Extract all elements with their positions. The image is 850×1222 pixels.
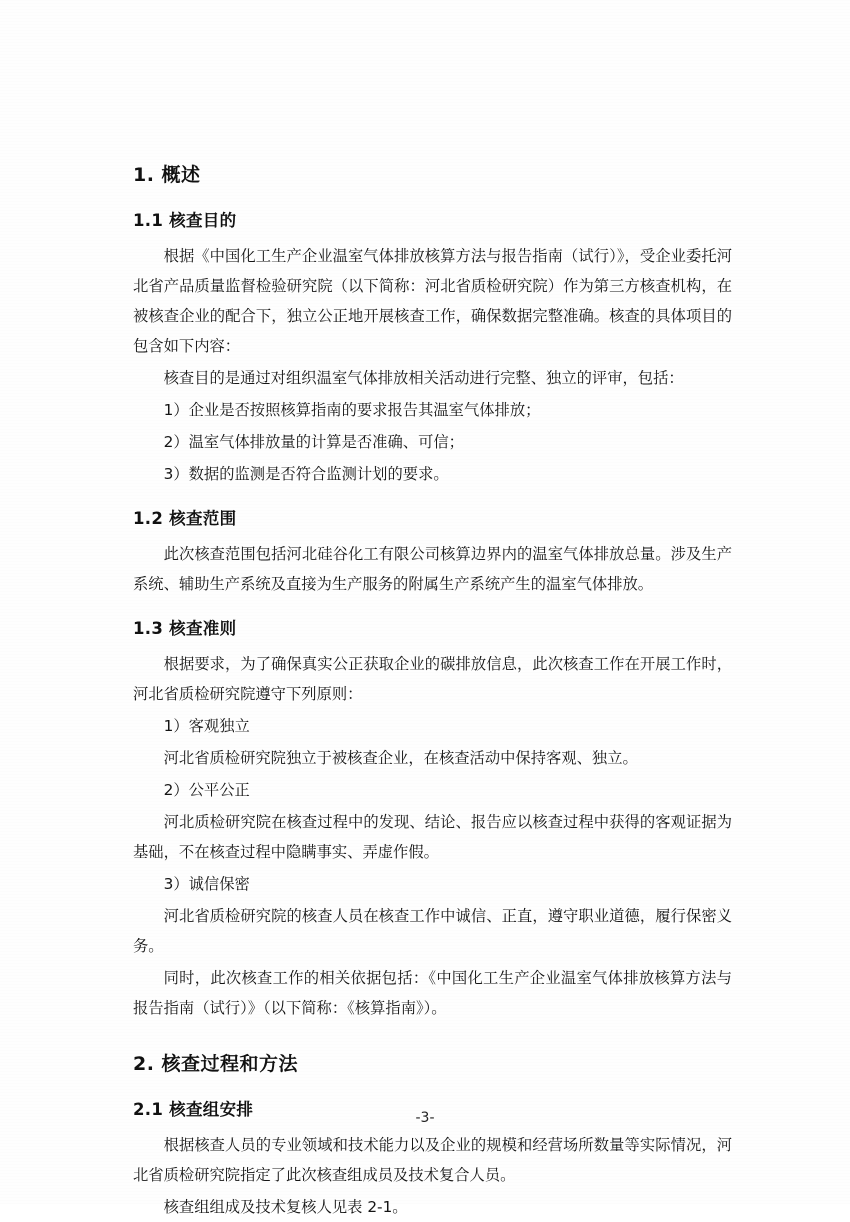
paragraph-1-1-5: 3）数据的监测是否符合监测计划的要求。 — [163, 465, 449, 483]
subsection-heading-1-2: 1.2 核查范围 — [133, 509, 237, 528]
paragraph-1-3-2: 1）客观独立 — [163, 717, 250, 735]
subsection-heading-1-3: 1.3 核查准则 — [133, 619, 237, 638]
paragraph-1-1-3: 1）企业是否按照核算指南的要求报告其温室气体排放； — [163, 401, 541, 419]
paragraph-1-2-1: 此次核查范围包括河北硅谷化工有限公司核算边界内的温室气体排放总量。涉及生产系统、辅助生产系统及直接为生产服务的附属生产系统产生的温室气体排放。 — [133, 545, 732, 593]
paragraph-1-3-6: 3）诚信保密 — [163, 875, 250, 893]
section-heading-1: 1. 概述 — [133, 164, 201, 186]
paragraph-1-1-2: 核查目的是通过对组织温室气体排放相关活动进行完整、独立的评审，包括： — [163, 369, 684, 387]
paragraph-2-1-1: 根据核查人员的专业领域和技术能力以及企业的规模和经营场所数量等实际情况，河北省质检研究院指定了此次核查组成员及技术复合人员。 — [133, 1136, 732, 1184]
section-heading-2: 2. 核查过程和方法 — [133, 1053, 299, 1075]
paragraph-1-1-4: 2）温室气体排放量的计算是否准确、可信； — [163, 433, 464, 451]
paragraph-1-3-4: 2）公平公正 — [163, 781, 250, 799]
paragraph-1-1-1: 根据《中国化工生产企业温室气体排放核算方法与报告指南（试行）》，受企业委托河北省产品质量监督检验研究院（以下简称：河北省质检研究院）作为第三方核查机构，在被核查企业的配合下，独立公正地开展核查工作，确保数据完整准确。核查的具体项目的包含如下内容： — [133, 247, 732, 355]
page-number: -3- — [415, 1110, 435, 1126]
subsection-heading-2-1: 2.1 核查组安排 — [133, 1100, 254, 1119]
paragraph-1-3-8: 同时，此次核查工作的相关依据包括：《中国化工生产企业温室气体排放核算方法与报告指南（试行）》（以下简称：《核算指南》）。 — [133, 969, 732, 1017]
paragraph-1-3-5: 河北质检研究院在核查过程中的发现、结论、报告应以核查过程中获得的客观证据为基础，不在核查过程中隐瞒事实、弄虚作假。 — [133, 813, 732, 861]
subsection-heading-1-1: 1.1 核查目的 — [133, 211, 237, 230]
paragraph-1-3-7: 河北省质检研究院的核查人员在核查工作中诚信、正直，遵守职业道德，履行保密义务。 — [133, 907, 732, 955]
paragraph-1-3-3: 河北省质检研究院独立于被核查企业，在核查活动中保持客观、独立。 — [163, 749, 638, 767]
paragraph-2-1-2: 核查组组成及技术复核人见表 2-1。 — [163, 1198, 408, 1216]
paragraph-1-3-1: 根据要求，为了确保真实公正获取企业的碳排放信息，此次核查工作在开展工作时，河北省质检研究院遵守下列原则： — [133, 655, 732, 703]
